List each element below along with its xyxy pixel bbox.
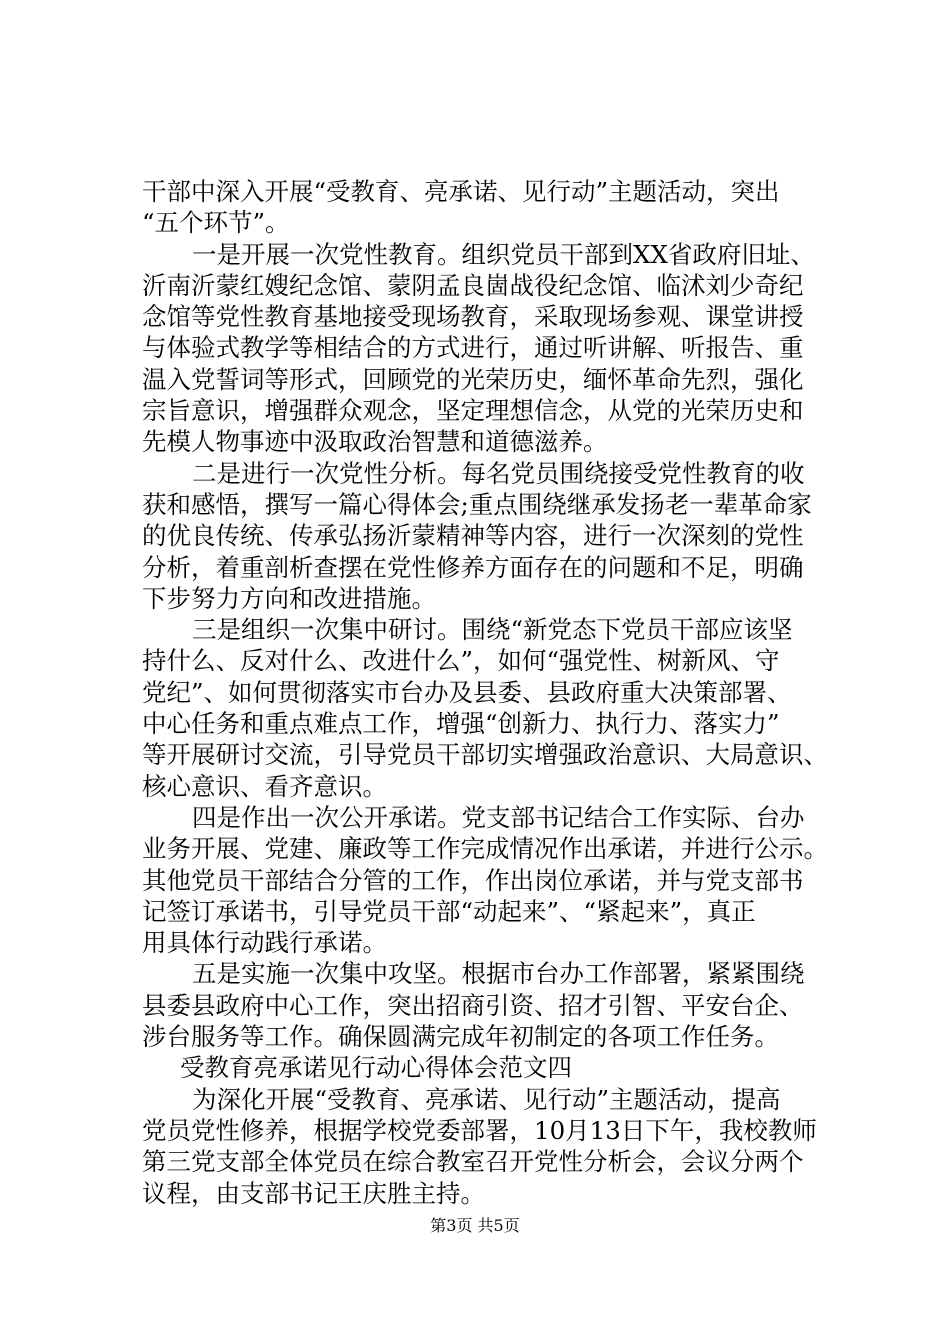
text-line: 温入党誓词等形式，回顾党的光荣历史，缅怀革命先烈，强化 bbox=[142, 364, 804, 394]
text-line: 涉台服务等工作。确保圆满完成年初制定的各项工作任务。 bbox=[142, 1022, 779, 1052]
text-line: 干部中深入开展“受教育、亮承诺、见行动”主题活动，突出 bbox=[142, 177, 780, 206]
text-line: 业务开展、党建、廉政等工作完成情况作出承诺，并进行公示。 bbox=[142, 834, 828, 864]
text-line: 一是开展一次党性教育。组织党员干部到XX省政府旧址、 bbox=[192, 239, 815, 269]
page-footer: 第3页 共5页 bbox=[430, 1216, 520, 1235]
text-line: 持什么、反对什么、改进什么”，如何“强党性、树新风、守 bbox=[142, 646, 780, 676]
text-line: 念馆等党性教育基地接受现场教育，采取现场参观、课堂讲授 bbox=[142, 302, 804, 332]
text-line: 下步努力方向和改进措施。 bbox=[142, 583, 436, 613]
text-line: 等开展研讨交流，引导党员干部切实增强政治意识、大局意识、 bbox=[142, 740, 828, 770]
text-line: 沂南沂蒙红嫂纪念馆、蒙阴孟良崮战役纪念馆、临沭刘少奇纪 bbox=[142, 270, 804, 300]
text-line: 宗旨意识，增强群众观念，坚定理想信念，从党的光荣历史和 bbox=[142, 396, 804, 426]
text-line: “五个环节”。 bbox=[142, 208, 290, 238]
text-line: 核心意识、看齐意识。 bbox=[142, 771, 387, 801]
text-line: 分析，着重剖析查摆在党性修养方面存在的问题和不足，明确 bbox=[142, 552, 804, 582]
section-heading: 受教育亮承诺见行动心得体会范文四 bbox=[180, 1053, 572, 1083]
text-line: 其他党员干部结合分管的工作，作出岗位承诺，并与党支部书 bbox=[142, 865, 804, 895]
text-line: 记签订承诺书，引导党员干部“动起来”、“紧起来”，真正 bbox=[142, 896, 756, 926]
text-line: 获和感悟，撰写一篇心得体会;重点围绕继承发扬老一辈革命家 bbox=[142, 489, 812, 519]
document-body bbox=[142, 176, 850, 1209]
text-line: 四是作出一次公开承诺。党支部书记结合工作实际、台办 bbox=[192, 802, 805, 832]
text-line: 议程，由支部书记王庆胜主持。 bbox=[142, 1178, 485, 1208]
text-line: 中心任务和重点难点工作，增强“创新力、执行力、落实力” bbox=[142, 709, 780, 739]
text-line: 党纪”、如何贯彻落实市台办及县委、县政府重大决策部署、 bbox=[142, 677, 792, 707]
text-line: 党员党性修养，根据学校党委部署，10月13日下午，我校教师 bbox=[142, 1115, 817, 1145]
text-line: 先模人物事迹中汲取政治智慧和道德滋养。 bbox=[142, 427, 608, 457]
text-line: 的优良传统、传承弘扬沂蒙精神等内容，进行一次深刻的党性 bbox=[142, 521, 804, 551]
text-line: 第三党支部全体党员在综合教室召开党性分析会，会议分两个 bbox=[142, 1147, 804, 1177]
text-line: 五是实施一次集中攻坚。根据市台办工作部署，紧紧围绕 bbox=[192, 959, 805, 989]
text-line: 与体验式教学等相结合的方式进行，通过听讲解、听报告、重 bbox=[142, 333, 804, 363]
text-line: 用具体行动践行承诺。 bbox=[142, 928, 387, 958]
text-line: 县委县政府中心工作，突出招商引资、招才引智、平安台企、 bbox=[142, 990, 804, 1020]
text-line: 二是进行一次党性分析。每名党员围绕接受党性教育的收 bbox=[192, 458, 805, 488]
text-line: 三是组织一次集中研讨。围绕“新党态下党员干部应该坚 bbox=[192, 615, 793, 645]
text-line: 为深化开展“受教育、亮承诺、见行动”主题活动，提高 bbox=[192, 1084, 781, 1114]
